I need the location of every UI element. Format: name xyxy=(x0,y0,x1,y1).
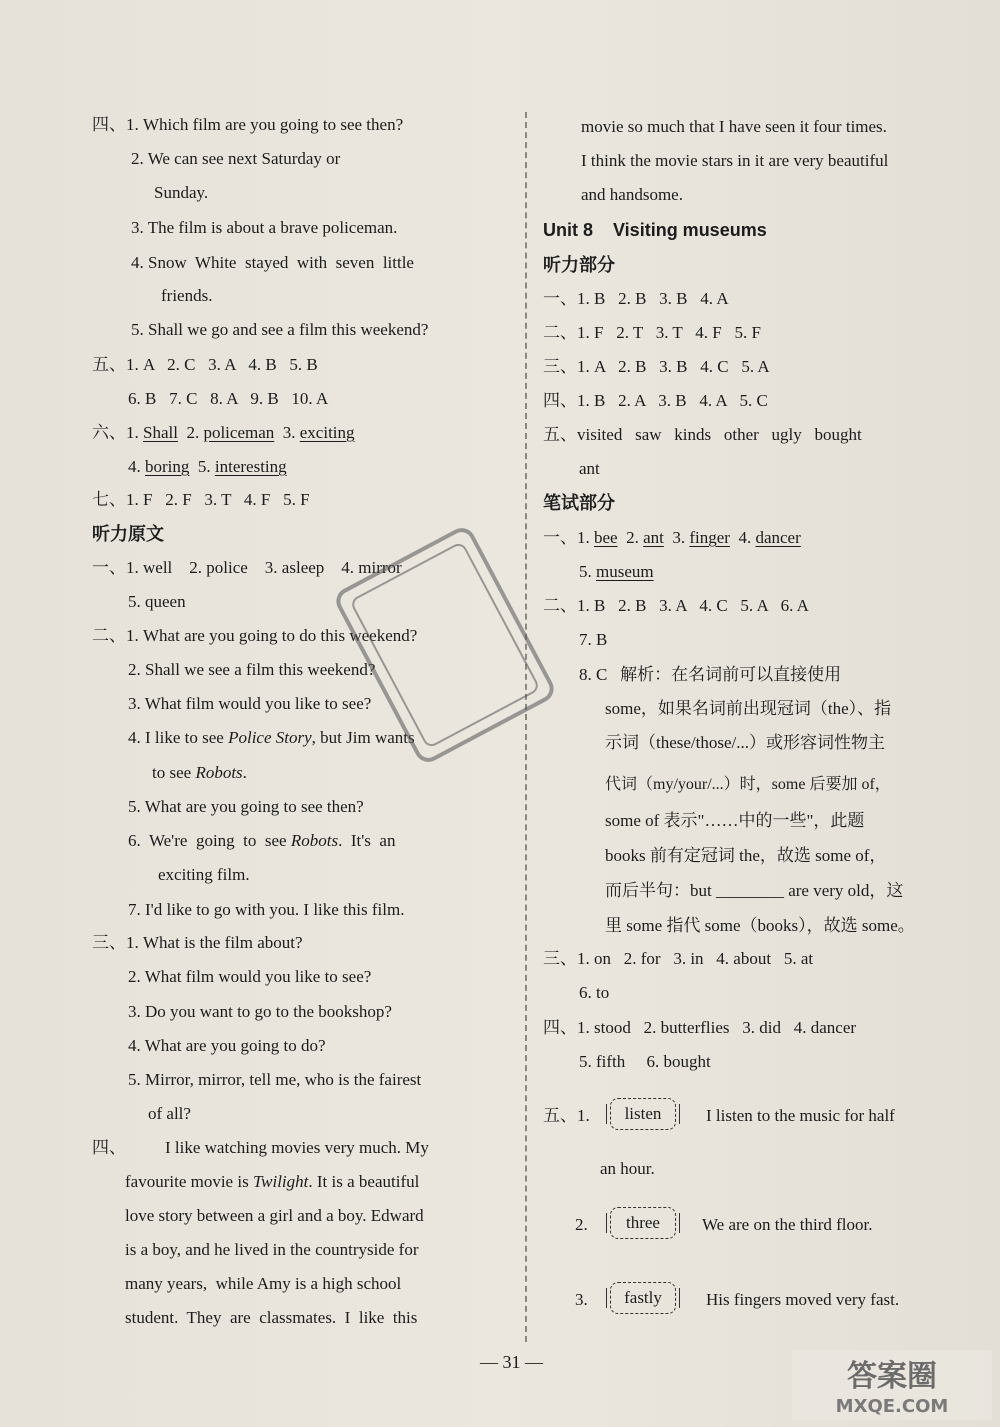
column-divider xyxy=(525,112,527,1342)
section-heading: 笔试部分 xyxy=(543,493,615,513)
answer-line: His fingers moved very fast. xyxy=(706,1290,900,1309)
transcript-line: student. They are classmates. I like this xyxy=(125,1308,418,1327)
answer-line: 6. B 7. C 8. A 9. B 10. A xyxy=(128,389,329,408)
transcript-line: 5. queen xyxy=(128,592,186,611)
transcript-line: I like watching movies very much. My xyxy=(165,1138,429,1157)
site-logo xyxy=(792,1350,992,1420)
transcript-line: of all? xyxy=(148,1104,191,1123)
answer-line: 二、1. F 2. T 3. T 4. F 5. F xyxy=(543,323,761,342)
transcript-line: exciting film. xyxy=(158,865,250,884)
transcript-line: 2. Shall we see a film this weekend? xyxy=(128,660,376,679)
transcript-line: 5. What are you going to see then? xyxy=(128,797,364,816)
transcript-label: 四、 xyxy=(92,1138,126,1157)
answer-label: 五、1. xyxy=(543,1106,590,1125)
answer-line: 三、1. A 2. B 3. B 4. C 5. A xyxy=(543,357,770,376)
transcript-line: and handsome. xyxy=(581,185,683,204)
answer-line: 三、1. on 2. for 3. in 4. about 5. at xyxy=(543,949,814,968)
answer-line: We are on the third floor. xyxy=(702,1215,873,1234)
explanation-line: books 前有定冠词 the，故选 some of， xyxy=(605,846,887,865)
answer-line: Sunday. xyxy=(154,183,209,202)
answer-line: an hour. xyxy=(600,1159,655,1178)
answer-line: 五、1. A 2. C 3. A 4. B 5. B xyxy=(92,355,318,374)
answer-line: 6. to xyxy=(579,983,610,1002)
answer-line: 五、visited saw kinds other ugly bought xyxy=(543,425,862,444)
transcript-line: favourite movie is Twilight. It is a beautiful xyxy=(125,1172,420,1191)
svg-text:答案圈: 答案圈 xyxy=(847,1359,937,1394)
answer-line: 七、1. F 2. F 3. T 4. F 5. F xyxy=(92,490,310,509)
transcript-line: I think the movie stars in it are very beautiful xyxy=(581,151,889,170)
explanation-line: some，如果名词前出现冠词（the）、指 xyxy=(605,699,892,718)
transcript-line: many years, while Amy is a high school xyxy=(125,1274,402,1293)
correction-box: listen xyxy=(610,1098,676,1130)
answer-line: I listen to the music for half xyxy=(706,1106,895,1125)
answer-line: 5. fifth 6. bought xyxy=(579,1052,711,1071)
answer-line: 四、1. Which film are you going to see then? xyxy=(92,115,404,134)
unit-heading: Unit 8 Visiting museums xyxy=(543,220,767,240)
transcript-line: 3. What film would you like to see? xyxy=(128,694,372,713)
answer-line: 二、1. B 2. B 3. A 4. C 5. A 6. A xyxy=(543,596,809,615)
page-number: — 31 — xyxy=(480,1352,543,1372)
answer-line: 一、1. bee 2. ant 3. finger 4. dancer xyxy=(543,528,801,547)
answer-line: 六、1. Shall 2. policeman 3. exciting xyxy=(92,423,355,442)
answer-line: 四、1. stood 2. butterflies 3. did 4. dancer xyxy=(543,1018,857,1037)
answer-line: 2. We can see next Saturday or xyxy=(131,149,341,168)
answer-label: 2. xyxy=(575,1215,588,1234)
explanation-line: 里 some 指代 some（books），故选 some。 xyxy=(605,916,915,935)
answer-line: ant xyxy=(579,459,600,478)
answer-line: 4. boring 5. interesting xyxy=(128,457,287,476)
answer-line: 5. Shall we go and see a film this weekend? xyxy=(131,320,429,339)
correction-box: fastly xyxy=(610,1282,676,1314)
transcript-line: 二、1. What are you going to do this weekend? xyxy=(92,626,418,645)
transcript-line: 5. Mirror, mirror, tell me, who is the fairest xyxy=(128,1070,422,1089)
transcript-line: love story between a girl and a boy. Edward xyxy=(125,1206,424,1225)
answer-line: 4. Snow White stayed with seven little xyxy=(131,253,414,272)
transcript-line: 6. We're going to see Robots. It's an xyxy=(128,831,396,850)
transcript-line: movie so much that I have seen it four times. xyxy=(581,117,887,136)
correction-box: three xyxy=(610,1207,676,1239)
transcript-line: 一、1. well 2. police 3. asleep 4. mirror xyxy=(92,558,402,577)
transcript-line: 三、1. What is the film about? xyxy=(92,933,303,952)
transcript-line: 4. What are you going to do? xyxy=(128,1036,326,1055)
transcript-line: 3. Do you want to go to the bookshop? xyxy=(128,1002,392,1021)
answer-label: 3. xyxy=(575,1290,588,1309)
explanation-line: 而后半句：but ________ are very old，这 xyxy=(605,881,904,900)
transcript-line: to see Robots. xyxy=(152,763,247,782)
svg-text:MXQE.COM: MXQE.COM xyxy=(835,1396,949,1417)
transcript-line: is a boy, and he lived in the countryside for xyxy=(125,1240,419,1259)
transcript-line: 2. What film would you like to see? xyxy=(128,967,372,986)
answer-line: friends. xyxy=(161,286,213,305)
explanation-line: 代词（my/your/...）时，some 后要加 of， xyxy=(605,776,891,793)
answer-line: 3. The film is about a brave policeman. xyxy=(131,218,398,237)
explanation-line: 示词（these/those/...）或形容词性物主 xyxy=(605,733,886,752)
transcript-line: 4. I like to see Police Story, but Jim wants xyxy=(128,728,415,747)
answer-line: 7. B xyxy=(579,630,608,649)
section-heading: 听力部分 xyxy=(543,255,615,275)
section-heading: 听力原文 xyxy=(92,524,164,544)
explanation-line: some of 表示"……中的一些"，此题 xyxy=(605,811,865,830)
answer-line: 四、1. B 2. A 3. B 4. A 5. C xyxy=(543,391,768,410)
explanation-line: 8. C 解析：在名词前可以直接使用 xyxy=(579,665,842,684)
answer-line: 5. museum xyxy=(579,562,654,581)
transcript-line: 7. I'd like to go with you. I like this film. xyxy=(128,900,405,919)
answer-line: 一、1. B 2. B 3. B 4. A xyxy=(543,289,729,308)
